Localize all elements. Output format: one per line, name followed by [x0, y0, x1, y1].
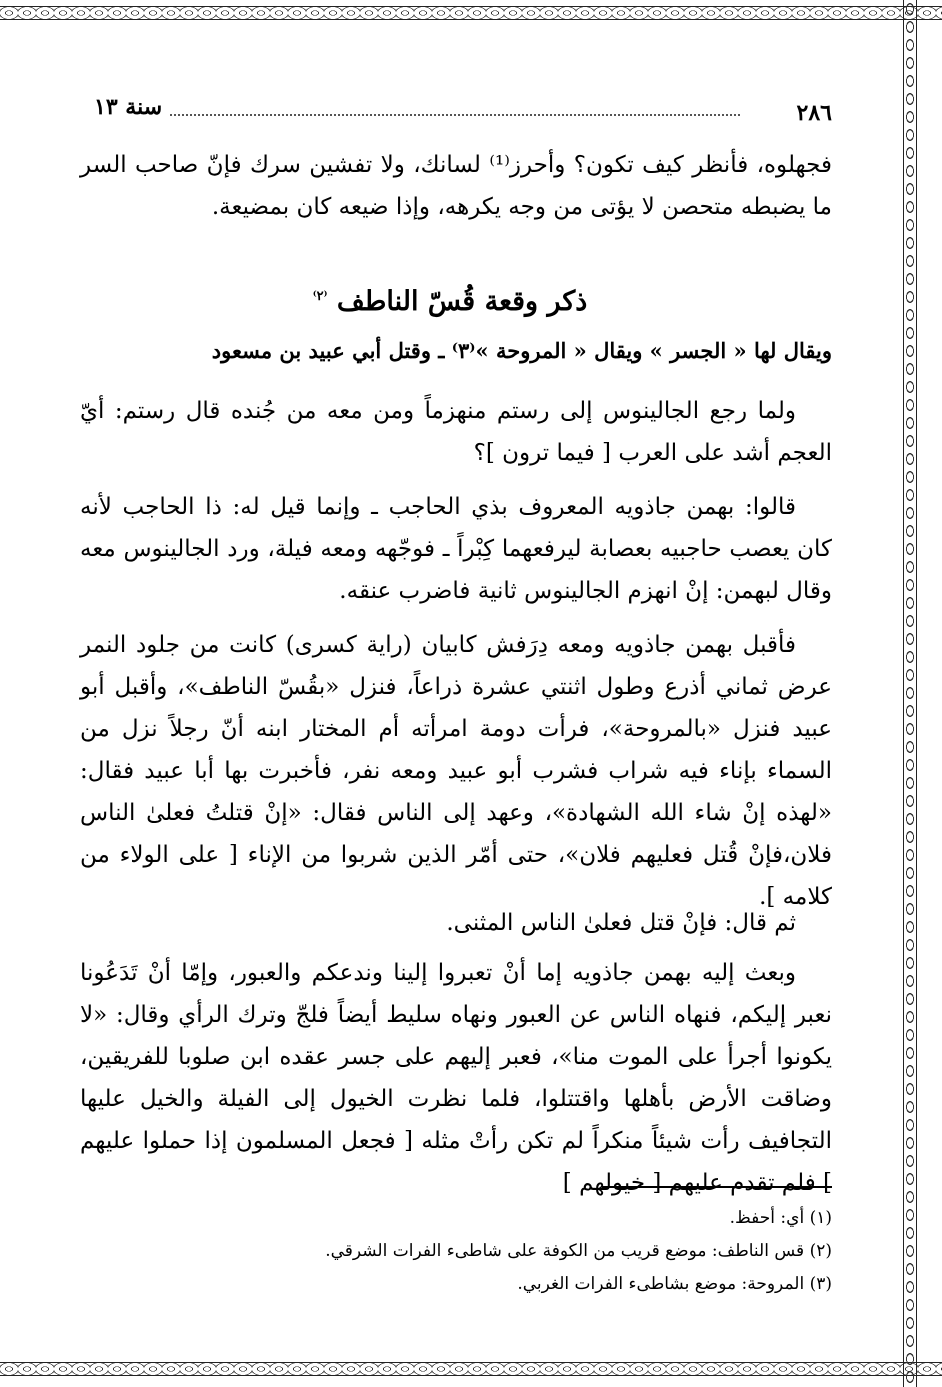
year-label: سنة ١٣ — [94, 94, 163, 120]
footnote-ref-2: ⁽٢⁾ — [312, 289, 328, 304]
paragraph — [80, 952, 832, 1204]
footnote-3: (٣) المروحة: موضع بشاطىء الفرات الغربي. — [517, 1274, 832, 1294]
section-heading — [60, 286, 840, 317]
paragraph-text: ثم قال: فإنْ قتل فعلىٰ الناس المثنى. — [446, 910, 796, 936]
running-head — [60, 94, 840, 130]
section-heading-title: ذكر وقعة قُسّ الناطف — [336, 286, 588, 317]
footnote-1: (١) أي: أحفظ. — [729, 1208, 832, 1228]
page-border-top — [0, 0, 942, 26]
paragraph — [80, 390, 832, 474]
footnote-2: (٢) قس الناطف: موضع قريب من الكوفة على شاطىء الفرات الشرقي. — [325, 1241, 832, 1261]
paragraph-text: فأقبل بهمن جاذويه ومعه دِرَفش كابيان (راية كسرى) كانت من جلود النمر عرض ثماني أذرع وطول اثنتي عشرة ذراعاً، فنزل «بقُسّ الناطف»، وأقبل أبو عبيد فنزل «بالمروحة»، فرأت دومة امرأته أم المختار ابنه أنّ رجلاً نزل من السماء بإناء فيه شراب فشرب أبو عبيد ومعه نفر، فأخبرت بها أبا عبيد فقال: «لهذه إنْ شاء الله الشهادة»، وعهد إلى الناس فقال: «إنْ قتلتُ فعلىٰ الناس فلان،فإنْ قُتل فعليهم فلان»، حتى أمّر الذين شربوا من الإناء [ على الولاء من كلامه ]. — [80, 632, 832, 910]
running-head-dotted-rule — [170, 114, 740, 116]
paragraph-text: وبعث إليه بهمن جاذويه إما أنْ تعبروا إلينا وندعكم والعبور، وإمّا أنْ تَدَعُونا نعبر إليكم، فنهاه الناس عن العبور ونهاه سليط أيضاً فلجّ وترك الرأي وقال: «لا يكونوا أجرأ على الموت منا»، فعبر إليهم على جسر عقده ابن صلوبا للفريقين، وضاقت الأرض بأهلها واقتتلوا، فلما نظرت الخيول إلى الفيلة والخيل عليها التجافيف رأت شيئاً منكراً لم تكن رأتْ مثله [ فجعل المسلمون إذا حملوا عليهم ] فلم تقدم عليهم [ خيولهم ] — [80, 960, 832, 1196]
paragraph-text: ولما رجع الجالينوس إلى رستم منهزماً ومن معه من جُنده قال رستم: أيّ العجم أشد على العرب [ فيما ترون ]؟ — [80, 398, 832, 466]
footnote-divider — [602, 1186, 832, 1188]
paragraph — [80, 486, 832, 612]
paragraph-text: قالوا: بهمن جاذويه المعروف بذي الحاجب ـ وإنما قيل له: ذا الحاجب لأنه كان يعصب حاجبيه بعصابة ليرفعهما كِبْراً ـ فوجّهه ومعه فيلة، ورد الجالينوس معه وقال لبهمن: إنْ انهزم الجالينوس ثانية فاضرب عنقه. — [80, 494, 832, 604]
paragraph-continuation: فجهلوه، فأنظر كيف تكون؟ وأحرز⁽¹⁾ لسانك، ولا تفشين سرك فإنّ صاحب السر ما يضبطه متحصن لا يؤتى من وجه يكرهه، وإذا ضيعه كان بمضيعة. — [80, 152, 832, 220]
page-border-right — [896, 0, 922, 1387]
page-number: ٢٨٦ — [796, 100, 832, 126]
paragraph — [80, 624, 832, 918]
page-border-bottom — [0, 1356, 942, 1382]
book-page — [60, 80, 840, 1330]
footnotes — [260, 1202, 832, 1301]
section-subheading: ويقال لها « الجسر » ويقال « المروحة »⁽٣⁾ ـ وقتل أبي عبيد بن مسعود — [211, 338, 832, 363]
paragraph — [80, 902, 832, 944]
